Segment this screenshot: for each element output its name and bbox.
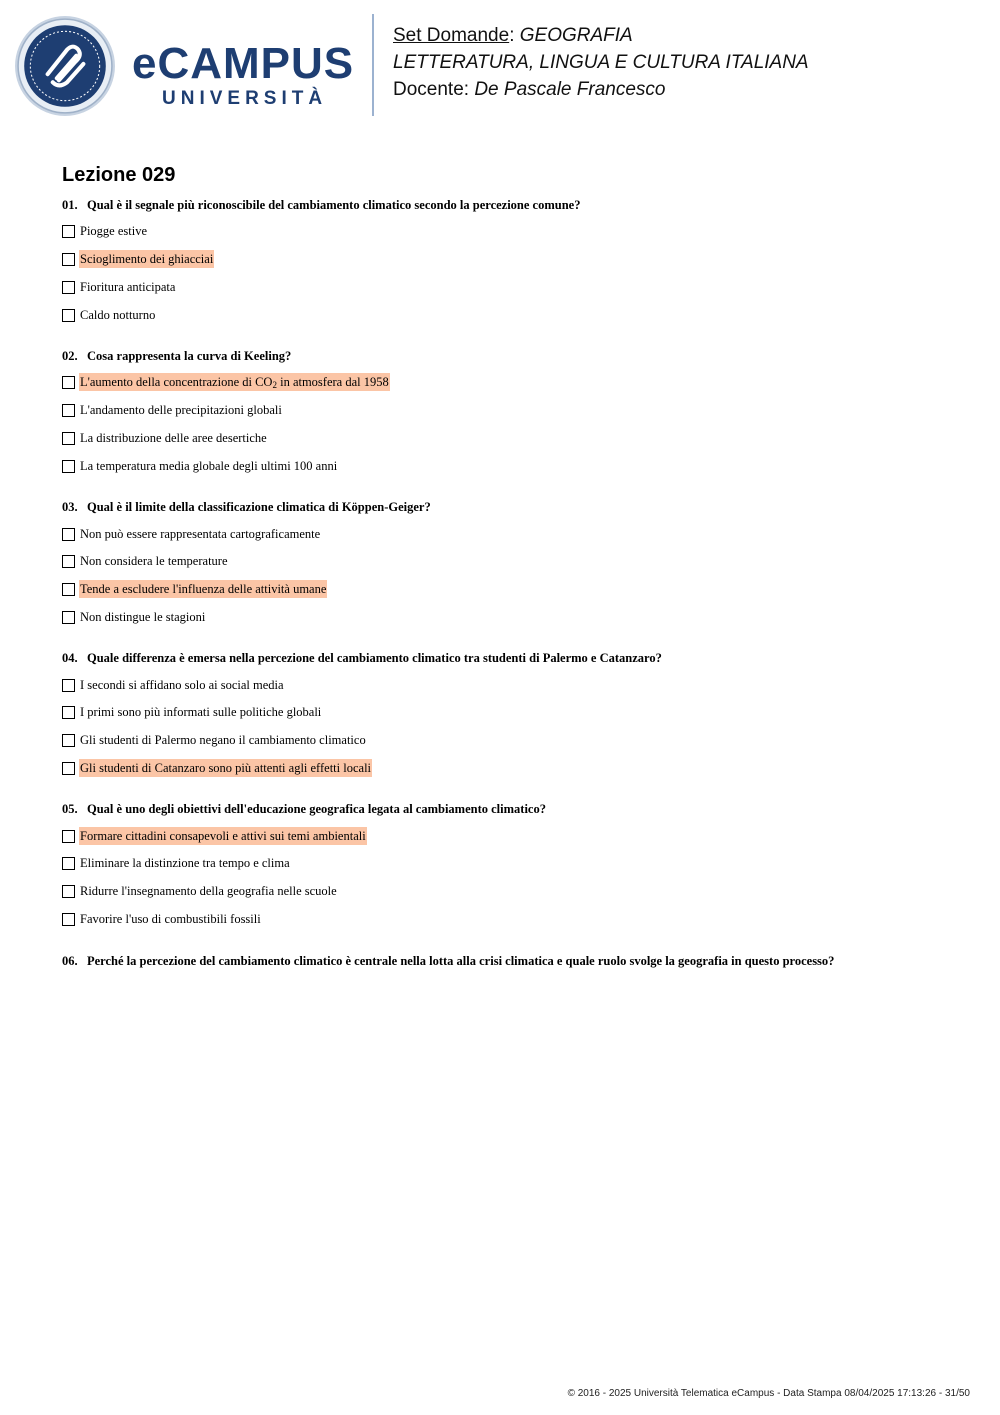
checkbox[interactable] (62, 225, 75, 238)
option-q05-a[interactable] (62, 827, 367, 845)
option-text: Gli studenti di Palermo negano il cambiamento climatico (80, 733, 366, 747)
checkbox[interactable] (62, 432, 75, 445)
option-text: I secondi si affidano solo ai social media (80, 678, 284, 692)
question-text: Qual è il limite della classificazione climatica di Köppen-Geiger? (87, 500, 431, 514)
checkbox[interactable] (62, 611, 75, 624)
option-text: Non può essere rappresentata cartograficamente (80, 527, 321, 541)
question-number: 06. (62, 954, 78, 968)
correct-option-text: Gli studenti di Catanzaro sono più attenti agli effetti locali (80, 761, 372, 775)
question-text: Qual è il segnale più riconoscibile del cambiamento climatico secondo la percezione comune? (87, 198, 581, 212)
option-text: La temperatura media globale degli ultimi 100 anni (80, 459, 338, 473)
option-q05-d[interactable] (62, 910, 262, 928)
option-q01-b[interactable] (62, 250, 214, 268)
checkbox[interactable] (62, 706, 75, 719)
checkbox[interactable] (62, 885, 75, 898)
ecampus-subtitle: UNIVERSITÀ (162, 88, 328, 109)
question-02 (62, 348, 291, 364)
option-q01-a[interactable] (62, 222, 148, 240)
set-line: Set Domande: GEOGRAFIA (393, 25, 633, 46)
option-q02-d[interactable] (62, 457, 338, 475)
option-q05-b[interactable] (62, 854, 291, 872)
teacher-line (393, 76, 809, 103)
question-number: 04. (62, 651, 78, 665)
checkbox[interactable] (62, 376, 75, 389)
option-text: Favorire l'uso di combustibili fossili (80, 912, 261, 926)
checkbox[interactable] (62, 253, 75, 266)
option-text: Ridurre l'insegnamento della geografia nelle scuole (80, 884, 337, 898)
checkbox[interactable] (62, 762, 75, 775)
course-title: LETTERATURA, LINGUA E CULTURA ITALIANA (393, 52, 809, 73)
checkbox[interactable] (62, 913, 75, 926)
option-q04-a[interactable] (62, 676, 285, 694)
option-q03-d[interactable] (62, 608, 206, 626)
option-q04-b[interactable] (62, 703, 322, 721)
option-q03-c[interactable] (62, 580, 327, 598)
correct-option-text (79, 373, 390, 391)
checkbox[interactable] (62, 460, 75, 473)
question-number: 01. (62, 198, 78, 212)
option-text-pre: L'aumento della concentrazione di CO (80, 375, 273, 389)
option-q05-c[interactable] (62, 882, 338, 900)
question-text: Quale differenza è emersa nella percezione del cambiamento climatico tra studenti di Palermo e Catanzaro? (87, 651, 662, 665)
option-text: La distribuzione delle aree desertiche (80, 431, 267, 445)
option-text-post: in atmosfera dal 1958 (276, 375, 389, 389)
teacher-name: De Pascale Francesco (474, 79, 666, 100)
university-seal-icon (14, 15, 116, 117)
option-text: Non distingue le stagioni (80, 610, 206, 624)
correct-option-text: Scioglimento dei ghiacciai (80, 252, 214, 266)
correct-option-text: Tende a escludere l'influenza delle attività umane (80, 582, 327, 596)
option-q02-c[interactable] (62, 429, 268, 447)
checkbox[interactable] (62, 309, 75, 322)
option-text: Piogge estive (80, 224, 148, 238)
option-q03-a[interactable] (62, 525, 321, 543)
checkbox[interactable] (62, 734, 75, 747)
set-value: GEOGRAFIA (519, 25, 633, 46)
option-q04-c[interactable] (62, 731, 367, 749)
question-04 (62, 650, 662, 666)
checkbox[interactable] (62, 830, 75, 843)
question-text: Perché la percezione del cambiamento climatico è centrale nella lotta alla crisi climatica e quale ruolo svolge la geografia in questo processo? (87, 954, 835, 968)
checkbox[interactable] (62, 404, 75, 417)
header-divider (372, 14, 374, 116)
page-header (0, 0, 1000, 130)
header-info (393, 22, 809, 103)
checkbox[interactable] (62, 281, 75, 294)
question-03 (62, 499, 431, 515)
question-text: Qual è uno degli obiettivi dell'educazione geografica legata al cambiamento climatico? (87, 802, 546, 816)
page-footer: © 2016 - 2025 Università Telematica eCampus - Data Stampa 08/04/2025 17:13:26 - 31/50 (567, 1388, 970, 1399)
option-q02-a[interactable] (62, 373, 390, 391)
set-label: Set Domande (393, 25, 510, 46)
question-05 (62, 801, 546, 817)
ecampus-wordmark: eCAMPUS (132, 39, 355, 88)
option-text: L'andamento delle precipitazioni globali (80, 403, 282, 417)
option-text: Non considera le temperature (80, 554, 228, 568)
question-number: 02. (62, 349, 78, 363)
option-q01-d[interactable] (62, 306, 156, 324)
subscript: 2 (272, 380, 277, 390)
option-text: Fioritura anticipata (80, 280, 176, 294)
question-01 (62, 197, 580, 213)
question-number: 03. (62, 500, 78, 514)
checkbox[interactable] (62, 528, 75, 541)
lesson-title: Lezione 029 (62, 164, 176, 186)
option-text: Eliminare la distinzione tra tempo e clima (80, 856, 290, 870)
correct-option-text: Formare cittadini consapevoli e attivi sui temi ambientali (80, 829, 366, 843)
checkbox[interactable] (62, 857, 75, 870)
question-06 (62, 953, 834, 969)
checkbox[interactable] (62, 679, 75, 692)
teacher-label: Docente: (393, 79, 470, 100)
checkbox[interactable] (62, 555, 75, 568)
checkbox[interactable] (62, 583, 75, 596)
option-q02-b[interactable] (62, 401, 283, 419)
option-text: Caldo notturno (80, 308, 156, 322)
option-q04-d[interactable] (62, 759, 372, 777)
question-number: 05. (62, 802, 78, 816)
option-q01-c[interactable] (62, 278, 176, 296)
option-q03-b[interactable] (62, 552, 229, 570)
question-text: Cosa rappresenta la curva di Keeling? (87, 349, 292, 363)
option-text: I primi sono più informati sulle politiche globali (80, 705, 322, 719)
